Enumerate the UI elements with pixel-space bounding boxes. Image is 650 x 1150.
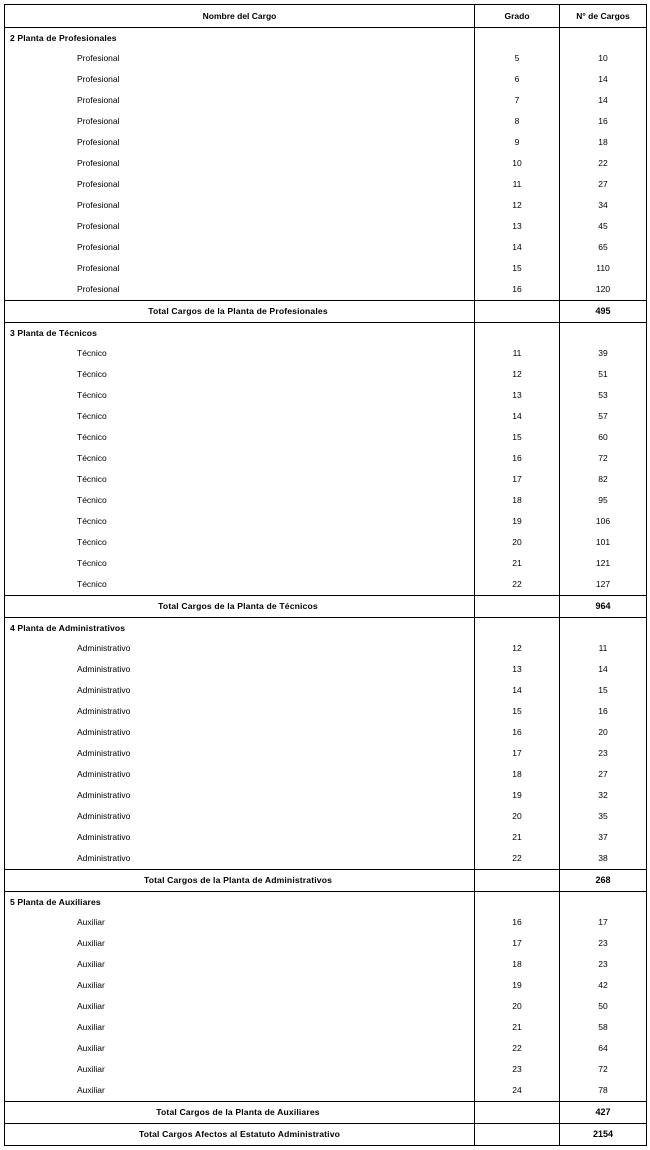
section-heading-row	[5, 28, 647, 49]
position-grade: 23	[475, 1059, 560, 1080]
section-total-label: Total Cargos de la Planta de Técnicos	[5, 596, 475, 618]
table-row	[5, 111, 647, 132]
position-count: 72	[560, 448, 647, 469]
position-count: 32	[560, 785, 647, 806]
position-count: 82	[560, 469, 647, 490]
position-count: 58	[560, 1017, 647, 1038]
table-row	[5, 237, 647, 258]
position-grade: 22	[475, 1038, 560, 1059]
section-heading-grade-cell	[475, 28, 560, 49]
section-total-grade-cell	[475, 301, 560, 323]
table-row	[5, 490, 647, 511]
table-row	[5, 574, 647, 596]
position-grade: 6	[475, 69, 560, 90]
position-count: 16	[560, 111, 647, 132]
position-count: 106	[560, 511, 647, 532]
position-count: 120	[560, 279, 647, 301]
position-grade: 9	[475, 132, 560, 153]
position-count: 27	[560, 174, 647, 195]
position-count: 64	[560, 1038, 647, 1059]
position-grade: 17	[475, 469, 560, 490]
position-name: Administrativo	[5, 659, 475, 680]
position-count: 23	[560, 933, 647, 954]
section-heading-row	[5, 323, 647, 344]
table-row	[5, 48, 647, 69]
position-count: 65	[560, 237, 647, 258]
position-grade: 19	[475, 785, 560, 806]
position-grade: 22	[475, 848, 560, 870]
section-total-count: 495	[560, 301, 647, 323]
table-row	[5, 785, 647, 806]
position-name: Auxiliar	[5, 1017, 475, 1038]
position-count: 34	[560, 195, 647, 216]
position-grade: 18	[475, 954, 560, 975]
table-row	[5, 364, 647, 385]
position-grade: 13	[475, 659, 560, 680]
column-header-name: Nombre del Cargo	[5, 5, 475, 28]
position-grade: 14	[475, 680, 560, 701]
section-heading-count-cell	[560, 323, 647, 344]
table-row	[5, 258, 647, 279]
column-header-grade: Grado	[475, 5, 560, 28]
position-name: Auxiliar	[5, 1038, 475, 1059]
section-total-count: 268	[560, 870, 647, 892]
position-count: 15	[560, 680, 647, 701]
position-name: Profesional	[5, 216, 475, 237]
position-name: Técnico	[5, 406, 475, 427]
position-count: 11	[560, 638, 647, 659]
section-heading-row	[5, 892, 647, 913]
table-row	[5, 385, 647, 406]
grand-total-row	[5, 1124, 647, 1146]
section-total-label: Total Cargos de la Planta de Profesionales	[5, 301, 475, 323]
position-grade: 14	[475, 237, 560, 258]
table-row	[5, 469, 647, 490]
position-name: Técnico	[5, 427, 475, 448]
section-heading-label: 2 Planta de Profesionales	[5, 28, 475, 49]
position-name: Técnico	[5, 448, 475, 469]
position-name: Técnico	[5, 574, 475, 596]
table-row	[5, 216, 647, 237]
position-grade: 18	[475, 764, 560, 785]
position-name: Profesional	[5, 195, 475, 216]
grand-total-grade-cell	[475, 1124, 560, 1146]
position-count: 27	[560, 764, 647, 785]
table-row	[5, 912, 647, 933]
position-name: Técnico	[5, 490, 475, 511]
position-count: 50	[560, 996, 647, 1017]
position-count: 101	[560, 532, 647, 553]
table-row	[5, 90, 647, 111]
position-name: Técnico	[5, 469, 475, 490]
position-grade: 15	[475, 258, 560, 279]
position-count: 37	[560, 827, 647, 848]
position-name: Administrativo	[5, 680, 475, 701]
position-grade: 11	[475, 174, 560, 195]
position-name: Auxiliar	[5, 954, 475, 975]
position-count: 18	[560, 132, 647, 153]
section-heading-count-cell	[560, 28, 647, 49]
position-count: 95	[560, 490, 647, 511]
table-row	[5, 174, 647, 195]
position-name: Técnico	[5, 343, 475, 364]
position-name: Auxiliar	[5, 975, 475, 996]
table-row	[5, 132, 647, 153]
position-name: Administrativo	[5, 638, 475, 659]
position-count: 38	[560, 848, 647, 870]
section-total-label: Total Cargos de la Planta de Auxiliares	[5, 1102, 475, 1124]
table-row	[5, 1017, 647, 1038]
table-row	[5, 279, 647, 301]
table-row	[5, 511, 647, 532]
table-body	[5, 28, 647, 1146]
position-name: Administrativo	[5, 722, 475, 743]
position-grade: 22	[475, 574, 560, 596]
position-grade: 17	[475, 743, 560, 764]
position-grade: 16	[475, 912, 560, 933]
table-row	[5, 701, 647, 722]
table-row	[5, 343, 647, 364]
table-row	[5, 195, 647, 216]
position-name: Administrativo	[5, 827, 475, 848]
position-name: Administrativo	[5, 785, 475, 806]
position-grade: 21	[475, 827, 560, 848]
section-heading-row	[5, 618, 647, 639]
position-name: Profesional	[5, 153, 475, 174]
position-name: Administrativo	[5, 764, 475, 785]
table-row	[5, 659, 647, 680]
position-grade: 12	[475, 364, 560, 385]
table-header-row	[5, 5, 647, 28]
section-total-grade-cell	[475, 596, 560, 618]
section-heading-grade-cell	[475, 618, 560, 639]
table-row	[5, 1080, 647, 1102]
position-name: Profesional	[5, 69, 475, 90]
position-grade: 16	[475, 722, 560, 743]
position-name: Auxiliar	[5, 1059, 475, 1080]
position-count: 14	[560, 69, 647, 90]
position-name: Administrativo	[5, 848, 475, 870]
section-heading-label: 4 Planta de Administrativos	[5, 618, 475, 639]
position-count: 121	[560, 553, 647, 574]
table-row	[5, 638, 647, 659]
position-name: Técnico	[5, 385, 475, 406]
position-grade: 20	[475, 806, 560, 827]
staff-positions-table	[4, 4, 647, 1146]
position-name: Técnico	[5, 553, 475, 574]
position-grade: 13	[475, 216, 560, 237]
position-name: Técnico	[5, 364, 475, 385]
position-count: 14	[560, 90, 647, 111]
position-count: 57	[560, 406, 647, 427]
position-grade: 16	[475, 448, 560, 469]
position-name: Administrativo	[5, 743, 475, 764]
position-grade: 13	[475, 385, 560, 406]
table-row	[5, 1038, 647, 1059]
position-name: Técnico	[5, 511, 475, 532]
position-name: Profesional	[5, 174, 475, 195]
section-heading-grade-cell	[475, 323, 560, 344]
position-count: 17	[560, 912, 647, 933]
position-grade: 21	[475, 553, 560, 574]
position-count: 39	[560, 343, 647, 364]
position-name: Auxiliar	[5, 912, 475, 933]
position-count: 42	[560, 975, 647, 996]
table-row	[5, 954, 647, 975]
position-count: 51	[560, 364, 647, 385]
grand-total-count: 2154	[560, 1124, 647, 1146]
position-count: 16	[560, 701, 647, 722]
position-name: Profesional	[5, 258, 475, 279]
table-row	[5, 764, 647, 785]
table-row	[5, 806, 647, 827]
position-name: Administrativo	[5, 806, 475, 827]
section-total-row	[5, 301, 647, 323]
position-grade: 8	[475, 111, 560, 132]
position-count: 22	[560, 153, 647, 174]
table-header	[5, 5, 647, 28]
position-grade: 18	[475, 490, 560, 511]
position-count: 127	[560, 574, 647, 596]
section-heading-label: 5 Planta de Auxiliares	[5, 892, 475, 913]
position-name: Auxiliar	[5, 1080, 475, 1102]
position-count: 35	[560, 806, 647, 827]
position-count: 53	[560, 385, 647, 406]
section-total-row	[5, 870, 647, 892]
position-grade: 12	[475, 195, 560, 216]
section-total-grade-cell	[475, 870, 560, 892]
table-row	[5, 1059, 647, 1080]
position-name: Administrativo	[5, 701, 475, 722]
position-grade: 17	[475, 933, 560, 954]
table-row	[5, 680, 647, 701]
table-row	[5, 743, 647, 764]
position-grade: 19	[475, 975, 560, 996]
table-row	[5, 427, 647, 448]
position-grade: 16	[475, 279, 560, 301]
position-grade: 20	[475, 532, 560, 553]
position-count: 72	[560, 1059, 647, 1080]
table-row	[5, 553, 647, 574]
position-name: Profesional	[5, 237, 475, 258]
table-row	[5, 69, 647, 90]
position-name: Profesional	[5, 132, 475, 153]
position-grade: 10	[475, 153, 560, 174]
column-header-count: N° de Cargos	[560, 5, 647, 28]
position-name: Profesional	[5, 279, 475, 301]
position-count: 110	[560, 258, 647, 279]
position-count: 60	[560, 427, 647, 448]
section-total-row	[5, 1102, 647, 1124]
table-row	[5, 848, 647, 870]
section-heading-grade-cell	[475, 892, 560, 913]
position-grade: 11	[475, 343, 560, 364]
section-total-grade-cell	[475, 1102, 560, 1124]
position-name: Auxiliar	[5, 933, 475, 954]
position-count: 23	[560, 743, 647, 764]
position-grade: 12	[475, 638, 560, 659]
table-row	[5, 933, 647, 954]
section-heading-count-cell	[560, 618, 647, 639]
position-grade: 20	[475, 996, 560, 1017]
position-name: Profesional	[5, 48, 475, 69]
position-count: 20	[560, 722, 647, 743]
table-row	[5, 827, 647, 848]
position-grade: 5	[475, 48, 560, 69]
position-grade: 19	[475, 511, 560, 532]
section-total-count: 964	[560, 596, 647, 618]
table-row	[5, 153, 647, 174]
section-heading-label: 3 Planta de Técnicos	[5, 323, 475, 344]
position-count: 45	[560, 216, 647, 237]
grand-total-label: Total Cargos Afectos al Estatuto Administrativo	[5, 1124, 475, 1146]
table-row	[5, 532, 647, 553]
position-grade: 15	[475, 427, 560, 448]
position-grade: 7	[475, 90, 560, 111]
position-name: Auxiliar	[5, 996, 475, 1017]
table-row	[5, 448, 647, 469]
position-count: 10	[560, 48, 647, 69]
position-grade: 21	[475, 1017, 560, 1038]
table-row	[5, 406, 647, 427]
position-count: 14	[560, 659, 647, 680]
position-grade: 15	[475, 701, 560, 722]
table-row	[5, 975, 647, 996]
section-heading-count-cell	[560, 892, 647, 913]
position-name: Profesional	[5, 90, 475, 111]
table-row	[5, 722, 647, 743]
section-total-row	[5, 596, 647, 618]
table-row	[5, 996, 647, 1017]
section-total-label: Total Cargos de la Planta de Administrativos	[5, 870, 475, 892]
position-grade: 14	[475, 406, 560, 427]
position-name: Profesional	[5, 111, 475, 132]
position-count: 23	[560, 954, 647, 975]
section-total-count: 427	[560, 1102, 647, 1124]
position-grade: 24	[475, 1080, 560, 1102]
position-count: 78	[560, 1080, 647, 1102]
position-name: Técnico	[5, 532, 475, 553]
